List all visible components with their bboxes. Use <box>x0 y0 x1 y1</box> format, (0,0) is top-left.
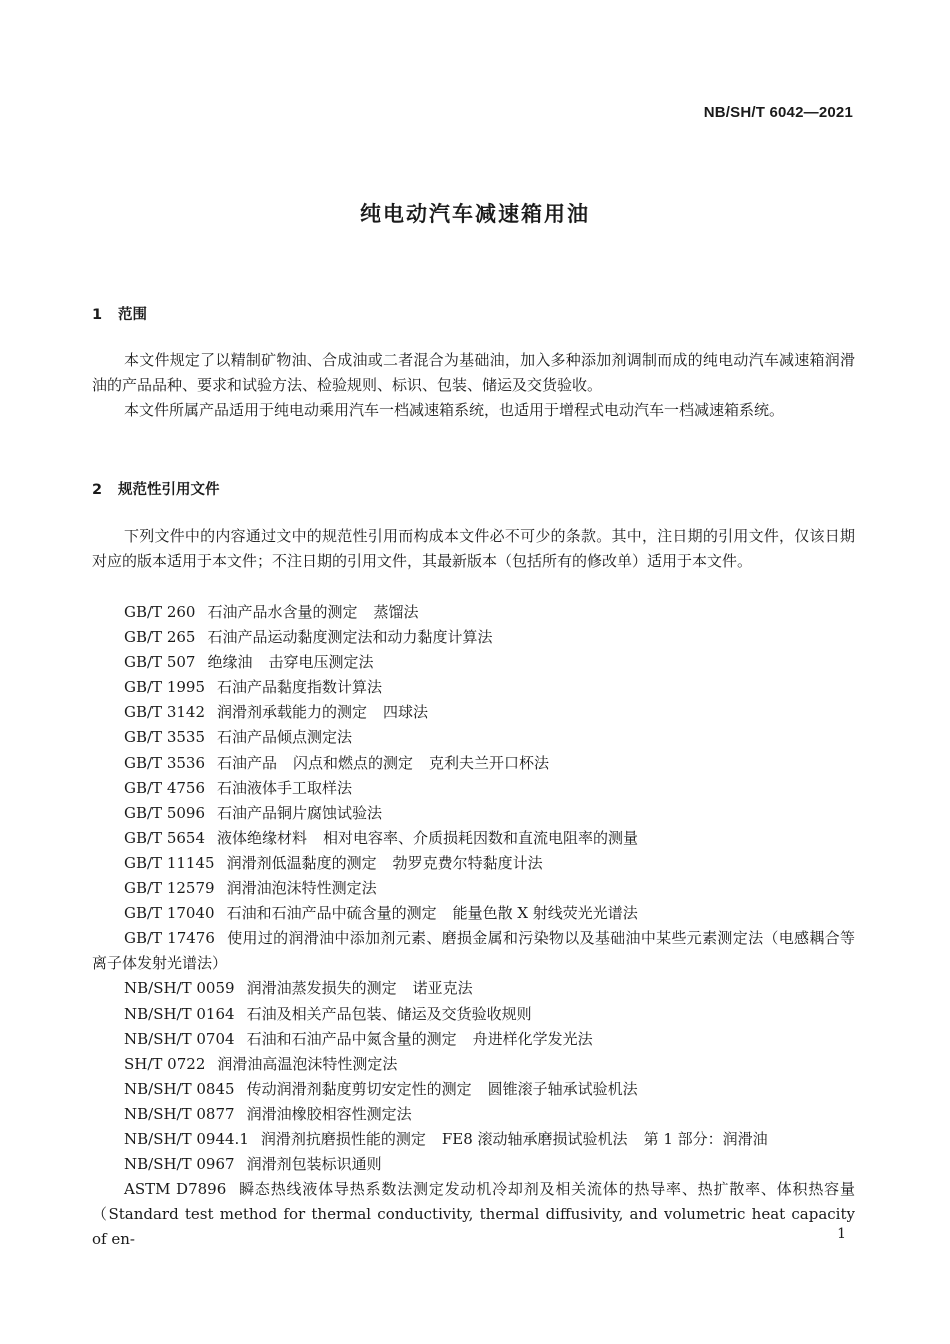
reference-code: GB/T 3535 <box>124 728 206 747</box>
reference-item <box>92 1127 855 1152</box>
reference-code: GB/T 3142 <box>124 703 206 722</box>
reference-code: NB/SH/T 0704 <box>124 1029 235 1048</box>
reference-item <box>92 751 855 776</box>
reference-item <box>92 600 855 625</box>
reference-title: 舟进样化学发光法 <box>472 1029 593 1048</box>
reference-title: 石油产品运动黏度测定法和动力黏度计算法 <box>207 628 493 647</box>
section-number: 2 <box>92 482 103 498</box>
reference-title: 液体绝缘材料 <box>217 828 308 847</box>
reference-item <box>92 1077 855 1102</box>
reference-title: 使用过的润滑油中添加剂元素、磨损金属和污染物以及基础油中某些元素测定法（电感耦合等离子体发射光谱法） <box>92 929 855 973</box>
reference-title: 诺亚克法 <box>412 979 473 998</box>
reference-item <box>92 1177 855 1252</box>
reference-code: GB/T 5654 <box>124 828 206 847</box>
reference-title: 润滑油橡胶相容性测定法 <box>246 1104 412 1123</box>
reference-code: GB/T 17476 <box>124 929 215 948</box>
reference-title: 闪点和燃点的测定 <box>293 753 414 772</box>
reference-code: GB/T 12579 <box>124 879 215 898</box>
reference-item <box>92 625 855 650</box>
reference-item <box>92 650 855 675</box>
reference-title: 润滑剂低温黏度的测定 <box>226 853 377 872</box>
reference-title: 润滑剂包装标识通则 <box>246 1155 382 1174</box>
reference-code: GB/T 5096 <box>124 803 206 822</box>
reference-title: 石油液体手工取样法 <box>217 778 353 797</box>
reference-item <box>92 1152 855 1177</box>
reference-list <box>92 600 855 1252</box>
reference-code: NB/SH/T 0164 <box>124 1004 235 1023</box>
reference-title: 石油产品倾点测定法 <box>217 728 353 747</box>
page-number: 1 <box>837 1226 846 1242</box>
reference-item <box>92 700 855 725</box>
reference-title: 第 1 部分：润滑油 <box>643 1129 768 1148</box>
document-title: 纯电动汽车减速箱用油 <box>360 202 590 226</box>
reference-title: 石油和石油产品中硫含量的测定 <box>226 904 437 923</box>
reference-title: 润滑油蒸发损失的测定 <box>246 979 397 998</box>
reference-item <box>92 725 855 750</box>
section-number: 1 <box>92 307 103 323</box>
reference-title: 石油产品铜片腐蚀试验法 <box>217 803 383 822</box>
reference-title: 圆锥滚子轴承试验机法 <box>487 1079 638 1098</box>
reference-item <box>92 901 855 926</box>
reference-item <box>92 776 855 801</box>
reference-title: 传动润滑剂黏度剪切安定性的测定 <box>246 1079 472 1098</box>
reference-item <box>92 801 855 826</box>
reference-title: 润滑剂抗磨损性能的测定 <box>260 1129 426 1148</box>
scope-paragraph-2: 本文件所属产品适用于纯电动乘用汽车一档减速箱系统，也适用于增程式电动汽车一档减速箱系统。 <box>124 401 785 419</box>
reference-title: 润滑油泡沫特性测定法 <box>226 879 377 898</box>
reference-title: 石油产品水含量的测定 <box>207 603 358 621</box>
reference-title: 石油及相关产品包装、储运及交货验收规则 <box>246 1004 532 1023</box>
reference-title: 蒸馏法 <box>373 603 419 621</box>
reference-code: ASTM D7896 <box>124 1180 227 1199</box>
scope-paragraph-1: 本文件规定了以精制矿物油、合成油或二者混合为基础油，加入多种添加剂调制而成的纯电动汽车减速箱润滑油的产品品种、要求和试验方法、检验规则、标识、包装、储运及交货验收。 <box>92 351 855 394</box>
reference-item <box>92 976 855 1001</box>
reference-code: GB/T 3536 <box>124 753 206 772</box>
reference-item <box>92 1002 855 1027</box>
references-intro: 下列文件中的内容通过文中的规范性引用而构成本文件必不可少的条款。其中，注日期的引用文件，仅该日期对应的版本适用于本文件；不注日期的引用文件，其最新版本（包括所有的修改单）适用于本文件。 <box>92 527 855 570</box>
section-1-heading <box>92 303 147 324</box>
reference-code: NB/SH/T 0944.1 <box>124 1129 249 1148</box>
reference-item <box>92 675 855 700</box>
reference-code: SH/T 0722 <box>124 1054 206 1073</box>
section-2-heading <box>92 478 220 499</box>
reference-code: GB/T 260 <box>124 603 196 621</box>
reference-item <box>92 876 855 901</box>
reference-title: 四球法 <box>383 703 429 722</box>
reference-title: 石油产品黏度指数计算法 <box>217 678 383 697</box>
reference-code: NB/SH/T 0059 <box>124 979 235 998</box>
standard-code: NB/SH/T 6042—2021 <box>703 104 853 121</box>
reference-item <box>92 926 855 976</box>
reference-code: GB/T 11145 <box>124 853 215 872</box>
reference-title: 润滑油高温泡沫特性测定法 <box>217 1054 398 1073</box>
reference-item <box>92 851 855 876</box>
reference-title: 克利夫兰开口杯法 <box>429 753 550 772</box>
reference-code: GB/T 17040 <box>124 904 215 923</box>
reference-item <box>92 1052 855 1077</box>
reference-code: NB/SH/T 0967 <box>124 1155 235 1174</box>
section-title: 范围 <box>118 307 147 323</box>
reference-title: 润滑剂承载能力的测定 <box>217 703 368 722</box>
reference-code: GB/T 265 <box>124 628 196 647</box>
reference-title: 瞬态热线液体导热系数法测定发动机冷却剂及相关流体的热导率、热扩散率、体积热容量（Standard test method for thermal conductivity, thermal diffusivity, and volumetric heat capacity of en- <box>92 1180 855 1249</box>
reference-code: GB/T 507 <box>124 653 196 672</box>
reference-code: NB/SH/T 0877 <box>124 1104 235 1123</box>
reference-code: NB/SH/T 0845 <box>124 1079 235 1098</box>
reference-item <box>92 1102 855 1127</box>
reference-title: 绝缘油 <box>207 653 253 672</box>
reference-title: 石油产品 <box>217 753 278 772</box>
reference-title: 相对电容率、介质损耗因数和直流电阻率的测量 <box>323 828 639 847</box>
reference-item <box>92 826 855 851</box>
reference-code: GB/T 4756 <box>124 778 206 797</box>
reference-item <box>92 1027 855 1052</box>
reference-title: 击穿电压测定法 <box>268 653 374 672</box>
section-title: 规范性引用文件 <box>118 482 220 498</box>
reference-title: 石油和石油产品中氮含量的测定 <box>246 1029 457 1048</box>
reference-code: GB/T 1995 <box>124 678 206 697</box>
reference-title: 能量色散 X 射线荧光光谱法 <box>452 904 638 923</box>
reference-title: FE8 滚动轴承磨损试验机法 <box>441 1129 628 1148</box>
reference-title: 勃罗克费尔特黏度计法 <box>392 853 543 872</box>
